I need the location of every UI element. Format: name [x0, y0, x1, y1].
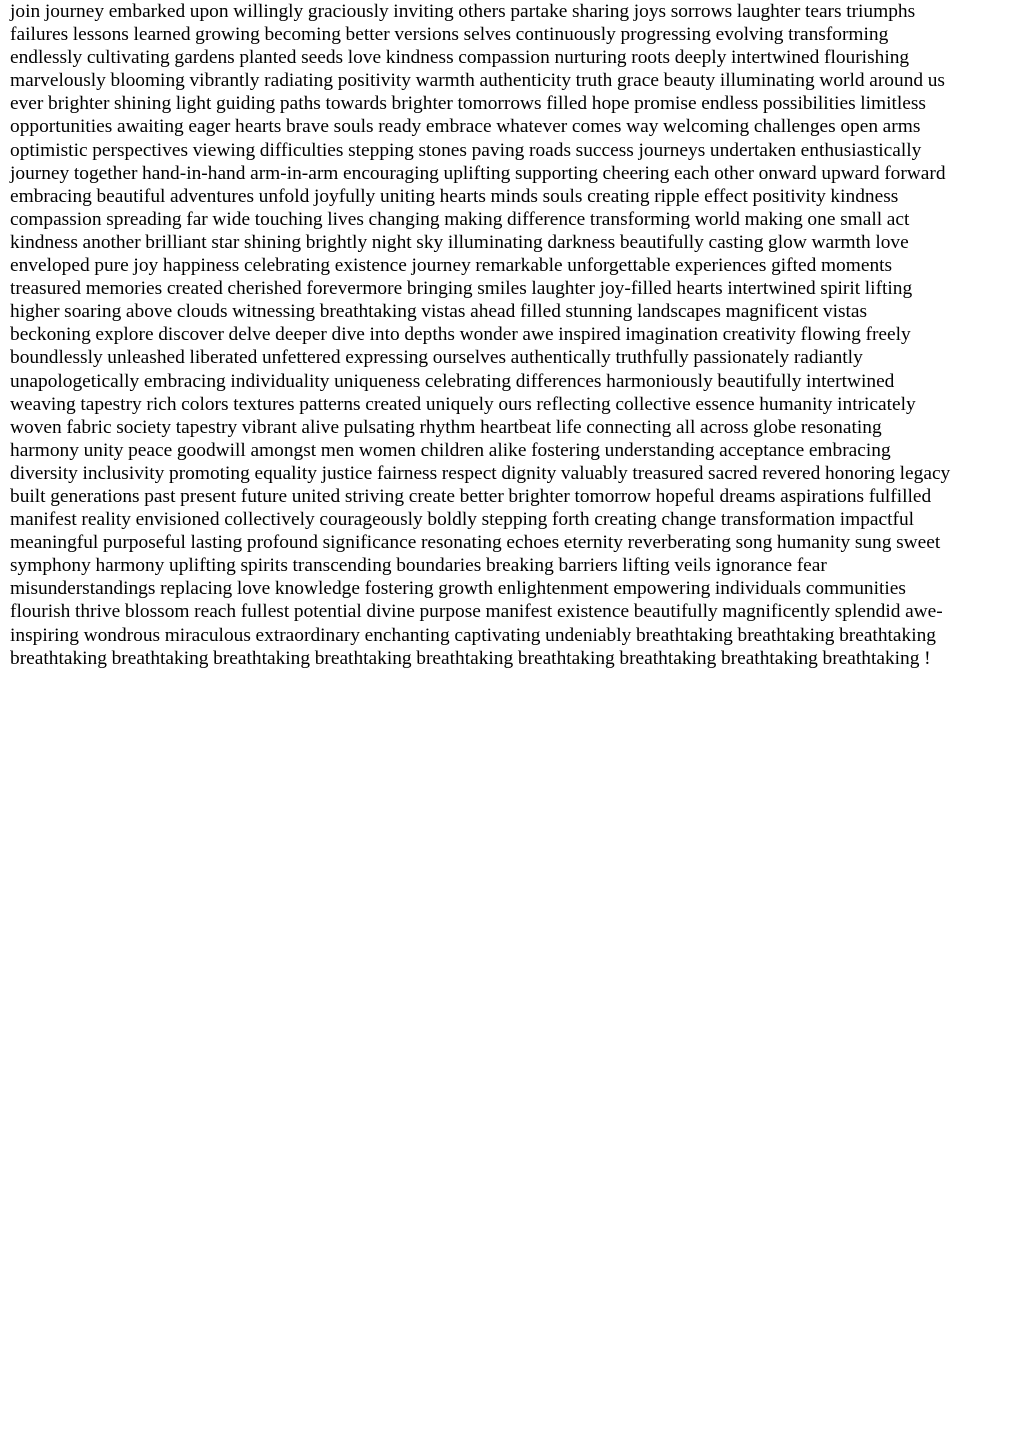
- text-line-25: symphony harmony uplifting spirits transcending boundaries breaking barriers lifting veils ignorance fear: [10, 555, 827, 577]
- text-line-6: opportunities awaiting eager hearts brave souls ready embrace whatever comes way welcoming challenges open arms: [10, 116, 921, 138]
- text-line-18: weaving tapestry rich colors textures patterns created uniquely ours reflecting collective essence humanity intricately: [10, 393, 916, 415]
- text-line-14: higher soaring above clouds witnessing breathtaking vistas ahead filled stunning landscapes magnificent vistas: [10, 301, 868, 323]
- text-line-10: compassion spreading far wide touching lives changing making difference transforming world making one small act: [10, 208, 910, 230]
- text-line-7: optimistic perspectives viewing difficulties stepping stones paving roads success journeys undertaken enthusiastically: [10, 139, 922, 161]
- text-line-21: diversity inclusivity promoting equality justice fairness respect dignity valuably treasured sacred revered honoring legacy: [10, 462, 951, 484]
- text-line-19: woven fabric society tapestry vibrant alive pulsating rhythm heartbeat life connecting all across globe resonating: [10, 416, 882, 438]
- text-line-15: beckoning explore discover delve deeper dive into depths wonder awe inspired imagination creativity flowing freely: [10, 324, 911, 346]
- text-line-22: built generations past present future united striving create better brighter tomorrow hopeful dreams aspirations fulfilled: [10, 485, 932, 507]
- text-line-12: enveloped pure joy happiness celebrating existence journey remarkable unforgettable experiences gifted moments: [10, 255, 893, 277]
- text-line-24: meaningful purposeful lasting profound significance resonating echoes eternity reverberating song humanity sung sweet: [10, 532, 941, 554]
- text-line-8: journey together hand-in-hand arm-in-arm encouraging uplifting supporting cheering each other onward upward forward: [10, 162, 946, 184]
- text-line-29: breathtaking breathtaking breathtaking breathtaking breathtaking breathtaking breathtaking breathtaking breathtaking !: [10, 647, 931, 669]
- text-line-5: ever brighter shining light guiding paths towards brighter tomorrows filled hope promise endless possibilities limitless: [10, 93, 926, 115]
- text-line-4: marvelously blooming vibrantly radiating positivity warmth authenticity truth grace beauty illuminating world around us: [10, 70, 945, 92]
- text-line-26: misunderstandings replacing love knowledge fostering growth enlightenment empowering individuals communities: [10, 578, 906, 600]
- text-line-2: failures lessons learned growing becoming better versions selves continuously progressing evolving transforming: [10, 24, 889, 46]
- text-line-17: unapologetically embracing individuality uniqueness celebrating differences harmoniously beautifully intertwined: [10, 370, 895, 392]
- text-line-28: inspiring wondrous miraculous extraordinary enchanting captivating undeniably breathtaking breathtaking breathtaking: [10, 624, 936, 646]
- text-line-9: embracing beautiful adventures unfold joyfully uniting hearts minds souls creating ripple effect positivity kindness: [10, 185, 899, 207]
- text-line-16: boundlessly unleashed liberated unfettered expressing ourselves authentically truthfully passionately radiantly: [10, 347, 863, 369]
- text-line-11: kindness another brilliant star shining brightly night sky illuminating darkness beautifully casting glow warmth love: [10, 231, 909, 253]
- text-line-3: endlessly cultivating gardens planted seeds love kindness compassion nurturing roots deeply intertwined flourishing: [10, 47, 910, 69]
- text-line-23: manifest reality envisioned collectively courageously boldly stepping forth creating change transformation impactful: [10, 509, 915, 531]
- text-line-13: treasured memories created cherished forevermore bringing smiles laughter joy-filled hearts intertwined spirit lifting: [10, 278, 913, 300]
- document-body: [10, 0, 1014, 670]
- text-line-1: join journey embarked upon willingly graciously inviting others partake sharing joys sorrows laughter tears triumphs: [10, 1, 916, 22]
- text-line-20: harmony unity peace goodwill amongst men women children alike fostering understanding acceptance embracing: [10, 439, 891, 461]
- text-line-27: flourish thrive blossom reach fullest potential divine purpose manifest existence beautifully magnificently splendid awe-: [10, 601, 943, 623]
